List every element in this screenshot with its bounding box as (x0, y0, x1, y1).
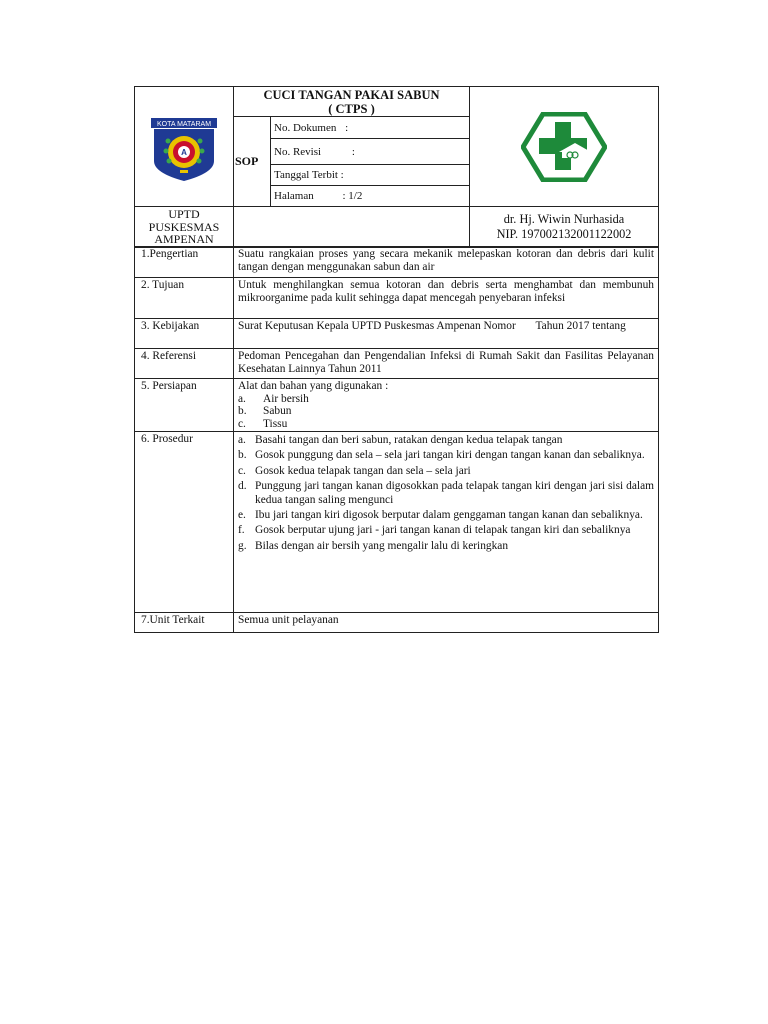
doc-field-label: No. Revisi (274, 145, 322, 158)
step-marker: b. (238, 449, 247, 462)
list-text: Tissu (263, 417, 288, 430)
section-label: 7.Unit Terkait (135, 613, 234, 633)
persiapan-list (238, 393, 654, 431)
sop-header-table (134, 86, 659, 248)
city-logo-cell (135, 87, 234, 207)
procedure-step (238, 465, 654, 478)
doc-field-label: No. Dokumen (274, 121, 337, 134)
row-prosedur (135, 432, 659, 613)
city-logo-text: KOTA MATARAM (156, 120, 212, 128)
section-label: 4. Referensi (135, 349, 234, 379)
step-text: Bilas dengan air bersih yang mengalir lalu di keringkan (255, 539, 509, 552)
organization-name (135, 207, 234, 248)
procedure-step (238, 524, 654, 537)
doc-field-sep: : (345, 121, 349, 134)
section-text: Surat Keputusan Kepala UPTD Puskesmas Ampenan Nomor Tahun 2017 tentang (234, 319, 659, 349)
step-text: Ibu jari tangan kiri digosok berputar dalam genggaman tangan kanan dan sebaliknya. (255, 509, 643, 522)
step-text: Punggung jari tangan kanan digosokkan pada telapak tangan kiri dengan jari sisi dalam kedua tangan saling mengunci (255, 480, 654, 506)
row-persiapan (135, 379, 659, 432)
procedure-step (238, 509, 654, 522)
section-content (234, 432, 659, 613)
svg-text:A: A (181, 147, 187, 157)
list-marker: c. (238, 417, 246, 430)
list-marker: a. (238, 392, 246, 405)
title-line-2: ( CTPS ) (328, 102, 375, 116)
row-kebijakan (135, 319, 659, 349)
doc-field-label: Tanggal Terbit : (274, 169, 344, 181)
step-marker: a. (238, 434, 246, 446)
step-marker: f. (238, 524, 245, 537)
kota-mataram-logo (150, 117, 218, 183)
list-marker: b. (238, 405, 247, 417)
doc-field-no-dokumen (271, 117, 470, 139)
signer-name: dr. Hj. Wiwin Nurhasida (503, 211, 625, 226)
org-line: UPTD (168, 207, 200, 221)
step-marker: e. (238, 509, 246, 522)
section-label: 6. Prosedur (135, 432, 234, 613)
section-content (234, 379, 659, 432)
section-text: Suatu rangkaian proses yang secara mekanik melepaskan kotoran dan debris dari kulit tangan dengan menggunakan sabun dan air (234, 247, 659, 278)
row-unit-terkait (135, 613, 659, 633)
step-marker: g. (238, 539, 247, 552)
section-label: 2. Tujuan (135, 278, 234, 319)
doc-field-no-revisi (271, 139, 470, 165)
row-tujuan (135, 278, 659, 319)
section-text: Semua unit pelayanan (234, 613, 659, 633)
doc-field-halaman (271, 186, 470, 207)
document-title (234, 87, 470, 117)
signer-block (470, 207, 659, 248)
sop-label: SOP (234, 117, 271, 207)
puskesmas-logo-cell (470, 87, 659, 207)
procedure-step (238, 449, 654, 462)
org-line: PUSKESMAS (148, 219, 220, 234)
section-label: 3. Kebijakan (135, 319, 234, 349)
step-marker: d. (238, 480, 247, 493)
step-text: Gosok kedua telapak tangan dan sela – sela jari (255, 464, 471, 477)
step-text: Gosok punggung dan sela – sela jari tangan kiri dengan tangan kanan dan sebaliknya. (255, 449, 645, 462)
list-item (238, 405, 654, 418)
section-text: Untuk menghilangkan semua kotoran dan debris serta menghambat dan membunuh mikroorganime pada kulit sehingga dapat mencegah penyebaran infeksi (234, 278, 659, 319)
persiapan-intro: Alat dan bahan yang digunakan : (238, 380, 389, 392)
procedure-step (238, 480, 654, 507)
procedure-step (238, 540, 654, 553)
procedure-step (238, 434, 654, 447)
doc-field-sep: : (351, 145, 355, 158)
section-text: Pedoman Pencegahan dan Pengendalian Infeksi di Rumah Sakit dan Fasilitas Pelayanan Kesehatan Lainnya Tahun 2011 (234, 349, 659, 379)
section-label: 5. Persiapan (135, 379, 234, 432)
puskesmas-logo (521, 112, 607, 182)
signer-nip: NIP. 197002132001122002 (496, 226, 632, 241)
list-item (238, 393, 654, 406)
section-label: 1.Pengertian (135, 247, 234, 278)
sop-content-table (134, 246, 659, 633)
list-text: Air bersih (263, 392, 309, 405)
prosedur-list (238, 434, 654, 553)
row-pengertian (135, 247, 659, 278)
title-line-1: CUCI TANGAN PAKAI SABUN (263, 88, 440, 102)
step-marker: c. (238, 464, 246, 477)
doc-field-tanggal-terbit (271, 165, 470, 186)
blank-cell (234, 207, 470, 248)
row-referensi (135, 349, 659, 379)
doc-field-label: Halaman (274, 190, 314, 202)
list-text: Sabun (263, 405, 292, 417)
list-item (238, 418, 654, 431)
org-line: AMPENAN (154, 232, 214, 246)
step-text: Gosok berputar ujung jari - jari tangan kanan di telapak tangan kiri dan sebaliknya (255, 524, 631, 537)
step-text: Basahi tangan dan beri sabun, ratakan dengan kedua telapak tangan (255, 434, 563, 446)
doc-field-sep: : 1/2 (342, 190, 363, 202)
